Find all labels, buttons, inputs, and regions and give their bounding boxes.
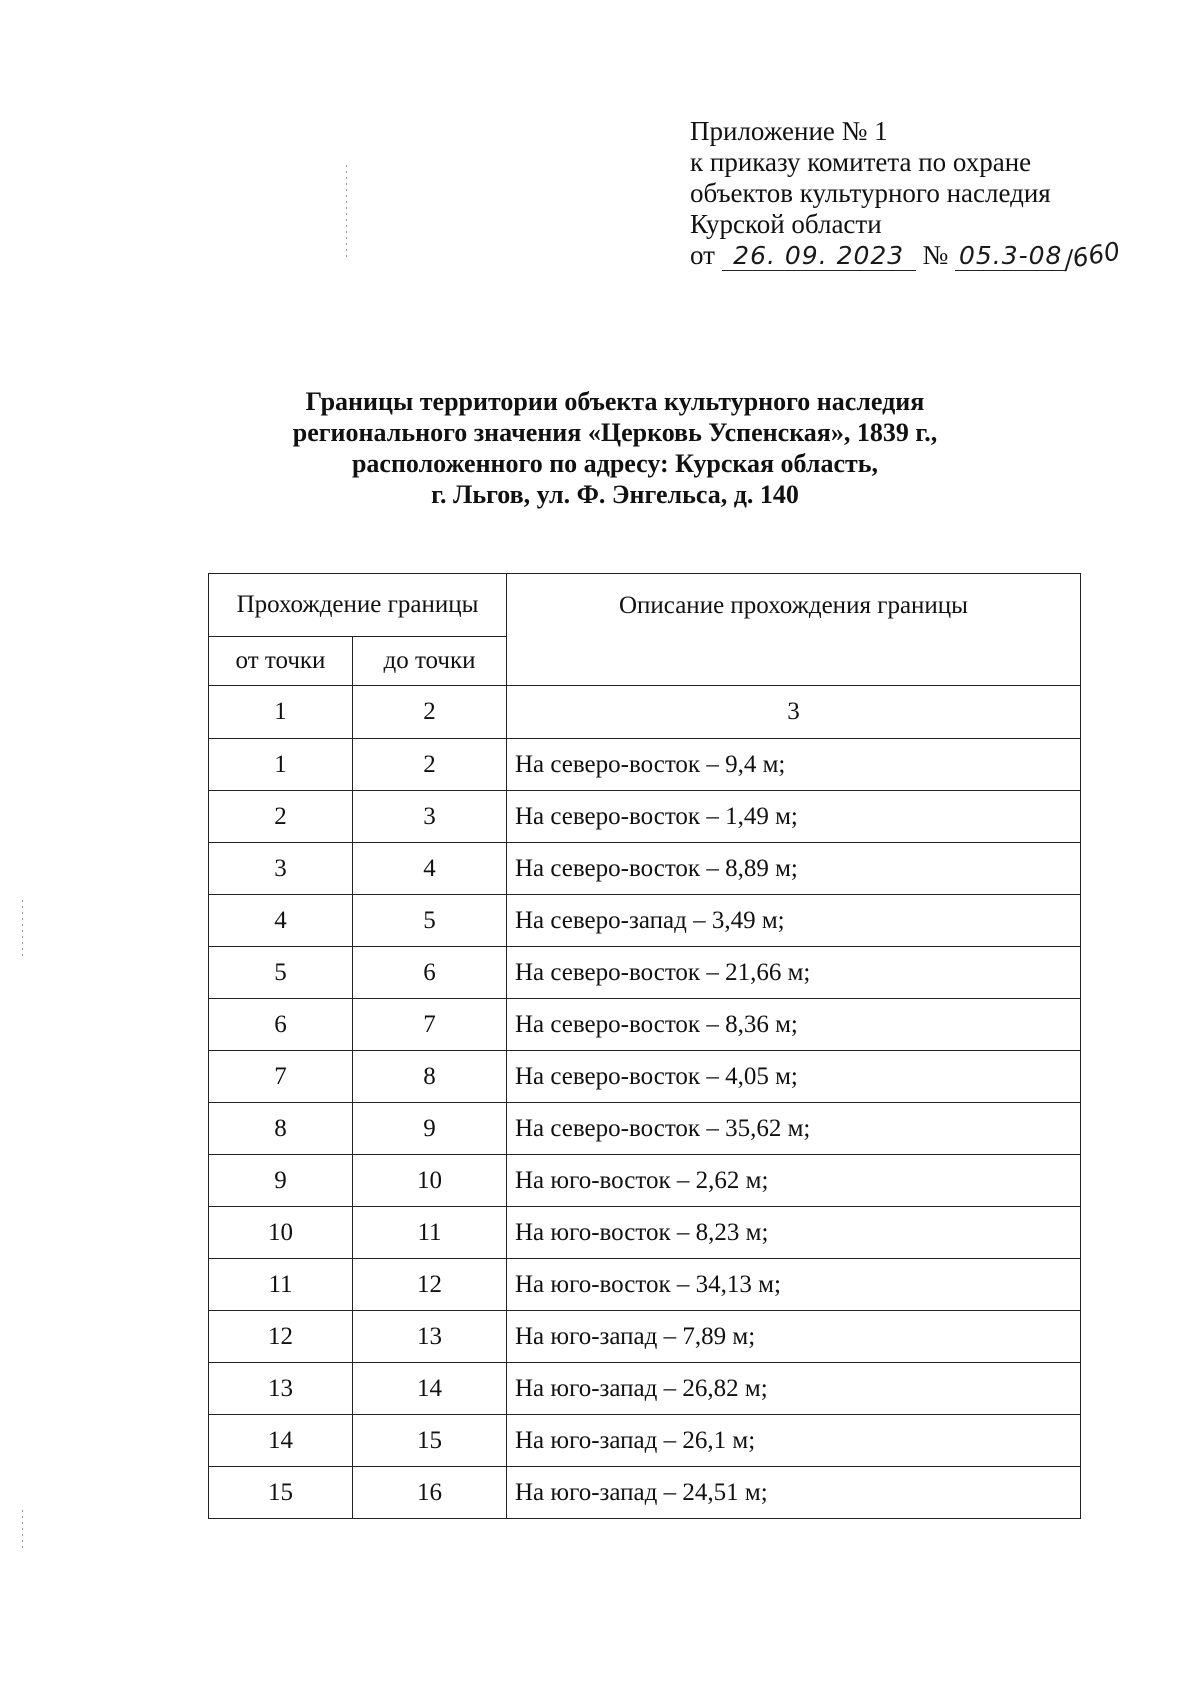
from-point-cell: 12 bbox=[209, 1311, 353, 1363]
handwritten-date: 26. 09. 2023 bbox=[722, 242, 916, 271]
table-row bbox=[209, 1311, 1081, 1363]
title-line-2: регионального значения «Церковь Успенская», 1839 г., bbox=[292, 418, 938, 447]
header-boundary-passage: Прохождение границы bbox=[209, 574, 507, 637]
handwritten-number-tail: /660 bbox=[1062, 236, 1123, 275]
description-cell: На северо-восток – 4,05 м; bbox=[507, 1051, 1081, 1103]
from-point-cell: 9 bbox=[209, 1155, 353, 1207]
from-point-cell: 5 bbox=[209, 947, 353, 999]
from-point-cell: 13 bbox=[209, 1363, 353, 1415]
header-description: Описание прохождения границы bbox=[507, 574, 1081, 686]
to-point-cell: 13 bbox=[353, 1311, 507, 1363]
to-point-cell: 8 bbox=[353, 1051, 507, 1103]
appendix-line-region: Курской области bbox=[690, 209, 882, 239]
document-title bbox=[190, 386, 1040, 510]
header-to-point: до точки bbox=[353, 637, 507, 686]
description-cell: На юго-восток – 2,62 м; bbox=[507, 1155, 1081, 1207]
order-date-number-line bbox=[690, 236, 1170, 275]
table-row bbox=[209, 999, 1081, 1051]
description-cell: На юго-запад – 26,1 м; bbox=[507, 1415, 1081, 1467]
column-number-row bbox=[209, 686, 1081, 739]
description-cell: На северо-восток – 35,62 м; bbox=[507, 1103, 1081, 1155]
scan-artifact-line bbox=[22, 1510, 23, 1550]
appendix-block bbox=[690, 116, 1170, 275]
to-point-cell: 11 bbox=[353, 1207, 507, 1259]
to-point-cell: 5 bbox=[353, 895, 507, 947]
description-cell: На северо-восток – 8,89 м; bbox=[507, 843, 1081, 895]
appendix-line-order: к приказу комитета по охране bbox=[690, 147, 1032, 177]
to-point-cell: 16 bbox=[353, 1467, 507, 1519]
table-row bbox=[209, 1467, 1081, 1519]
to-point-cell: 6 bbox=[353, 947, 507, 999]
table-row bbox=[209, 791, 1081, 843]
table-row bbox=[209, 1363, 1081, 1415]
description-cell: На северо-восток – 8,36 м; bbox=[507, 999, 1081, 1051]
from-point-cell: 2 bbox=[209, 791, 353, 843]
description-cell: На северо-запад – 3,49 м; bbox=[507, 895, 1081, 947]
to-point-cell: 3 bbox=[353, 791, 507, 843]
table-row bbox=[209, 739, 1081, 791]
table-row bbox=[209, 895, 1081, 947]
from-point-cell: 3 bbox=[209, 843, 353, 895]
table-row bbox=[209, 1259, 1081, 1311]
from-point-cell: 14 bbox=[209, 1415, 353, 1467]
to-point-cell: 10 bbox=[353, 1155, 507, 1207]
to-point-cell: 15 bbox=[353, 1415, 507, 1467]
appendix-line-committee: объектов культурного наследия bbox=[690, 178, 1051, 208]
scan-artifact-line bbox=[22, 900, 23, 960]
handwritten-number: 05.3-08 bbox=[955, 242, 1067, 271]
column-number: 3 bbox=[507, 686, 1081, 739]
description-cell: На юго-восток – 8,23 м; bbox=[507, 1207, 1081, 1259]
to-point-cell: 7 bbox=[353, 999, 507, 1051]
column-number: 1 bbox=[209, 686, 353, 739]
from-point-cell: 11 bbox=[209, 1259, 353, 1311]
from-point-cell: 8 bbox=[209, 1103, 353, 1155]
to-point-cell: 12 bbox=[353, 1259, 507, 1311]
description-cell: На юго-запад – 7,89 м; bbox=[507, 1311, 1081, 1363]
title-line-4: г. Льгов, ул. Ф. Энгельса, д. 140 bbox=[431, 480, 799, 509]
boundary-table bbox=[208, 573, 1081, 1519]
description-cell: На юго-запад – 24,51 м; bbox=[507, 1467, 1081, 1519]
from-label: от bbox=[690, 240, 715, 270]
table-row bbox=[209, 843, 1081, 895]
table-row bbox=[209, 1415, 1081, 1467]
title-line-1: Границы территории объекта культурного наследия bbox=[305, 387, 925, 416]
appendix-title: Приложение № 1 bbox=[690, 116, 888, 146]
table-row bbox=[209, 1207, 1081, 1259]
table-row bbox=[209, 1103, 1081, 1155]
table-row bbox=[209, 947, 1081, 999]
from-point-cell: 15 bbox=[209, 1467, 353, 1519]
from-point-cell: 4 bbox=[209, 895, 353, 947]
from-point-cell: 10 bbox=[209, 1207, 353, 1259]
from-point-cell: 6 bbox=[209, 999, 353, 1051]
description-cell: На юго-запад – 26,82 м; bbox=[507, 1363, 1081, 1415]
to-point-cell: 2 bbox=[353, 739, 507, 791]
to-point-cell: 4 bbox=[353, 843, 507, 895]
description-cell: На юго-восток – 34,13 м; bbox=[507, 1259, 1081, 1311]
from-point-cell: 1 bbox=[209, 739, 353, 791]
table-row bbox=[209, 1051, 1081, 1103]
description-cell: На северо-восток – 21,66 м; bbox=[507, 947, 1081, 999]
scan-artifact-line bbox=[346, 165, 347, 261]
to-point-cell: 9 bbox=[353, 1103, 507, 1155]
column-number: 2 bbox=[353, 686, 507, 739]
description-cell: На северо-восток – 9,4 м; bbox=[507, 739, 1081, 791]
number-label: № bbox=[922, 240, 949, 270]
title-line-3: расположенного по адресу: Курская область, bbox=[351, 449, 879, 478]
table-row bbox=[209, 1155, 1081, 1207]
header-from-point: от точки bbox=[209, 637, 353, 686]
from-point-cell: 7 bbox=[209, 1051, 353, 1103]
to-point-cell: 14 bbox=[353, 1363, 507, 1415]
description-cell: На северо-восток – 1,49 м; bbox=[507, 791, 1081, 843]
